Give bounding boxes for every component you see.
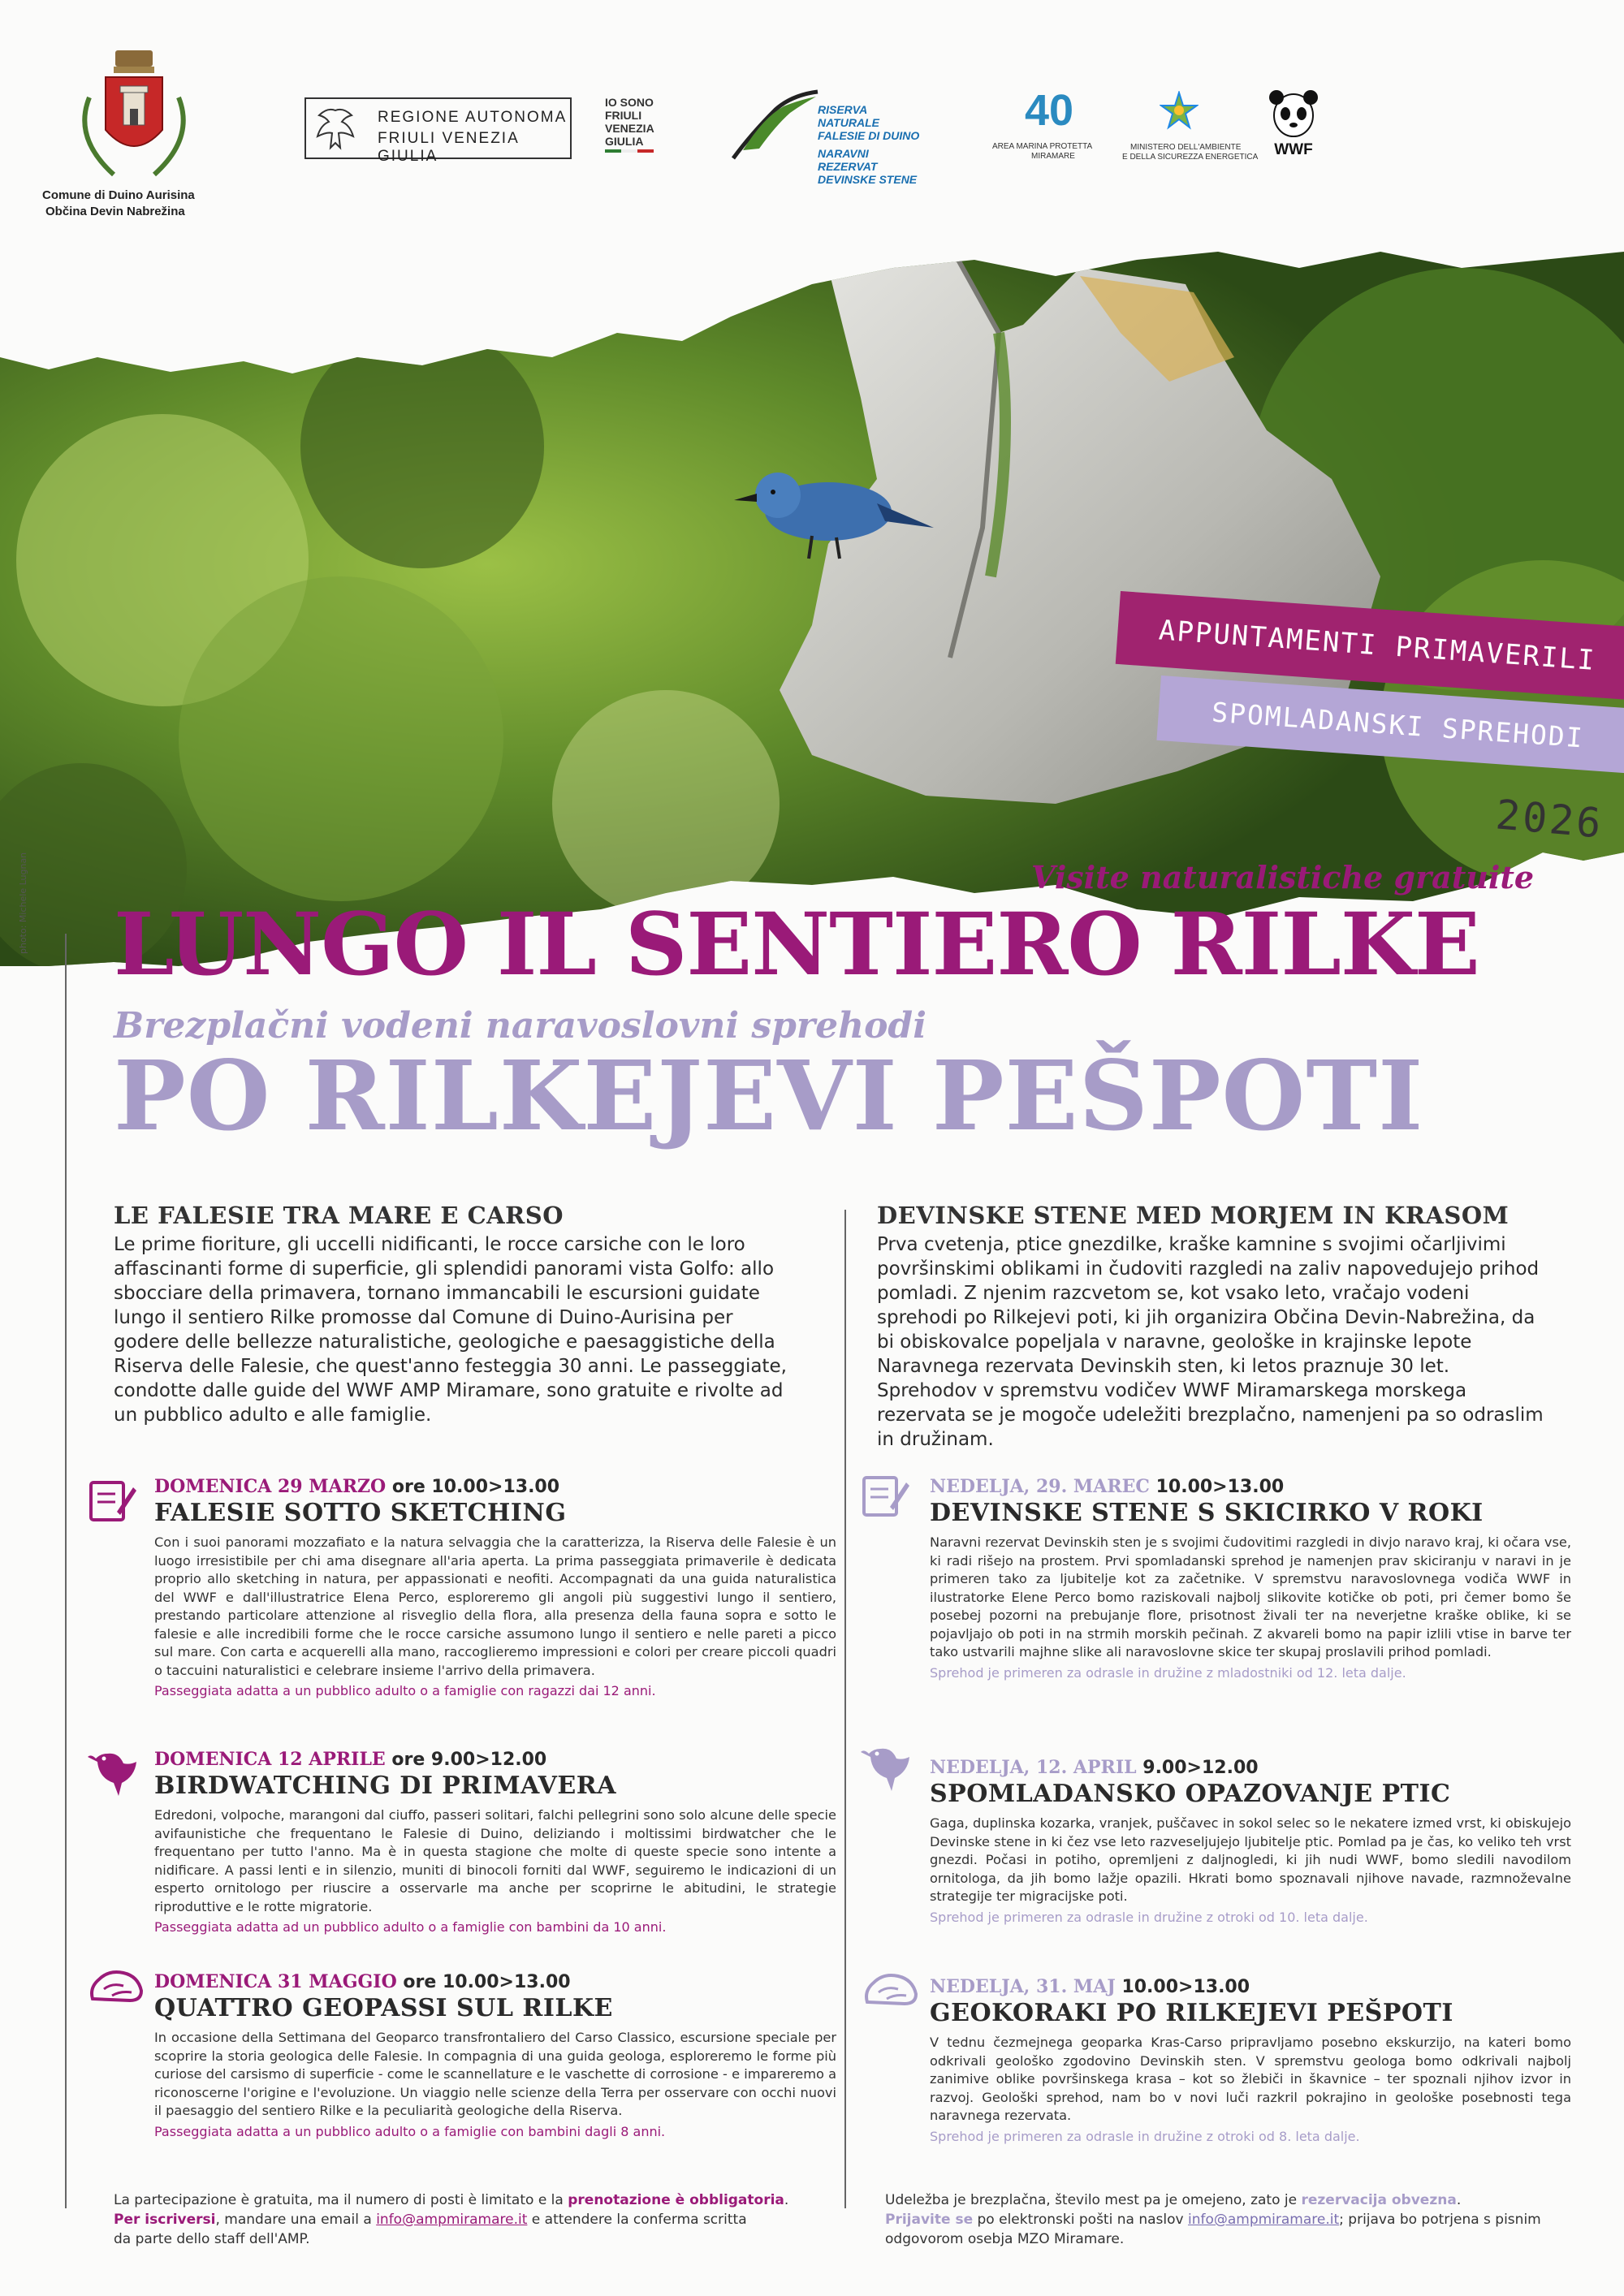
bird-icon-sl bbox=[859, 1737, 916, 1794]
footer-it-p2: , mandare una email a bbox=[215, 2212, 377, 2228]
event-note: Passeggiata adatta ad un pubblico adulto o a famiglie con bambini da 10 anni. bbox=[154, 1919, 667, 1935]
iosono-line3: VENEZIA bbox=[605, 122, 654, 135]
event-title: QUATTRO GEOPASSI SUL RILKE bbox=[154, 1994, 613, 2022]
iosono-line4: GIULIA bbox=[605, 135, 644, 148]
amp-line1: AREA MARINA PROTETTA bbox=[992, 142, 1093, 151]
event-note: Sprehod je primeren za odrasle in družine z mladostniki od 12. leta dalje. bbox=[930, 1664, 1406, 1681]
event-date: DOMENICA 29 MARZO bbox=[154, 1476, 387, 1497]
event-body: Edredoni, volpoche, marangoni dal ciuffo, passeri solitari, falchi pellegrini sono solo alcune delle specie avifaunistiche che frequentano le Falesie di Duino, deliziando i moltissimi birdwatcher che le frequentano per tutto l'anno. Ma è in questa stagione che molte di queste specie sono intente a nidificare. A passi lenti e in silenzio, muniti di binocoli forniti dal WWF, seguiremo le indicazioni di un esperto ornitologo per riuscire a osservarle ma anche per scoprirne le abitudini, le strategie riproduttive e le rotte migratorie. bbox=[154, 1807, 836, 1914]
center-rule bbox=[844, 1210, 846, 2208]
footer-sl-p2b: Prijavite se bbox=[885, 2212, 974, 2228]
panda-icon bbox=[1265, 88, 1322, 138]
comune-logo bbox=[65, 41, 203, 170]
riserva-logo bbox=[727, 85, 930, 186]
event-note: Passeggiata adatta a un pubblico adulto o a famiglie con bambini dagli 8 anni. bbox=[154, 2123, 666, 2139]
footer-it-p1b: prenotazione è obbligatoria bbox=[568, 2192, 784, 2208]
event-title: BIRDWATCHING DI PRIMAVERA bbox=[154, 1772, 616, 1800]
event-body: V tednu čezmejnega geoparka Kras-Carso pripravljamo posebno ekskurzijo, na kateri bomo odkrivali geološko zgodovino Devinskih sten. V spremstvu geologa bomo odkrivali najbolj zanimive oblike površinskega krasa – kot so žlebiči in škavnice – ter spoznali njihov izvor in razvoj. Geološki sprehod, nam bo v novi luči razkril pokrajino in geološke posebnosti tega naravnega rezervata. bbox=[930, 2035, 1571, 2123]
hero-photo bbox=[0, 235, 1624, 966]
iosono-logo bbox=[605, 96, 654, 153]
event-sl-1 bbox=[930, 1476, 1571, 1681]
intro-text-it: Le prime fioriture, gli uccelli nidificanti, le rocce carsiche con le loro affascinanti forme di superficie, gli splendidi panorami vista Golfo: allo sbocciare della primavera, tornano immancabili le escursioni guidate lungo il sentiero Rilke promosse dal Comune di Duino-Aurisina per godere delle bellezze naturalistiche, geologiche e paesaggistiche della Riserva delle Falesie, che quest'anno festeggia 30 anni. Le passeggiate, condotte dalle guide del WWF AMP Miramare, sono gratuite e rivolte ad un pubblico adulto e alle famiglie. bbox=[114, 1234, 787, 1426]
sketch-notebook-icon bbox=[88, 1476, 138, 1525]
event-title: FALESIE SOTTO SKETCHING bbox=[154, 1499, 567, 1527]
amp-line2: MIRAMARE bbox=[1031, 152, 1075, 161]
intro-italian bbox=[114, 1202, 804, 1427]
riserva-line1: RISERVA NATURALE bbox=[818, 103, 879, 129]
event-date: NEDELJA, 12. APRIL bbox=[930, 1757, 1137, 1778]
event-time: 10.00>13.00 bbox=[1121, 1977, 1250, 1997]
event-date: DOMENICA 12 APRILE bbox=[154, 1749, 386, 1770]
footer-it-p1c: . bbox=[784, 2192, 789, 2208]
event-note: Sprehod je primeren za odrasle in družine z otroki od 8. leta dalje. bbox=[930, 2128, 1360, 2144]
subtitle-italian: Visite naturalistiche gratuite bbox=[1031, 859, 1535, 896]
left-rule bbox=[65, 934, 67, 2208]
iosono-line2: FRIULI bbox=[605, 109, 642, 122]
eagle-icon bbox=[313, 104, 358, 153]
footer-slovenian bbox=[885, 2190, 1567, 2249]
regione-line1: REGIONE AUTONOMA bbox=[378, 109, 568, 126]
footer-sl-p3: ; prijava bo potrjena s pisnim bbox=[1339, 2212, 1541, 2228]
event-body: Con i suoi panorami mozzafiato e la natura selvaggia che la caratterizza, la Riserva delle Falesie è un luogo irresistibile per chi ama disegnare all'aria aperta. La prima passeggiata primaverile è dedicata proprio allo sketching in natura, per appassionati e neofiti. Accompagnati da una guida naturalistica del WWF e dall'illustratrice Elena Perco, esploreremo gli angoli più suggestivi lungo il sentiero, prestando particolare attenzione al risveglio della flora, alla presenza della fauna sopra e sotto le falesie e alle incredibili forme che le rocce carsiche assumono lungo il sentiero e nelle pareti a picco sul mare. Con carta e acquerelli alla mano, raccoglieremo impressioni e colori per creare piccoli quadri o taccuini naturalistici e celebrare insieme l'arrivo della primavera. bbox=[154, 1534, 836, 1678]
footer-it-p4: da parte dello staff dell'AMP. bbox=[114, 2231, 310, 2247]
sketch-notebook-icon-sl bbox=[861, 1471, 911, 1520]
banner-appuntamenti: APPUNTAMENTI PRIMAVERILI bbox=[1116, 591, 1624, 700]
wwf-text: WWF bbox=[1274, 141, 1313, 158]
title-slovenian: PO RILKEJEVI PEŠPOTI bbox=[114, 1039, 1424, 1152]
regione-line2: FRIULI VENEZIA GIULIA bbox=[378, 130, 519, 165]
banner-sprehodi: SPOMLADANSKI SPREHODI bbox=[1156, 675, 1624, 774]
footer-sl-p1c: . bbox=[1456, 2192, 1462, 2208]
email-link-sl[interactable]: info@ampmiramare.it bbox=[1187, 2212, 1340, 2228]
riserva-line2: FALESIE DI DUINO bbox=[818, 129, 920, 142]
event-time: 9.00>12.00 bbox=[1142, 1758, 1259, 1778]
event-time: 10.00>13.00 bbox=[1155, 1477, 1285, 1497]
event-it-3 bbox=[154, 1971, 836, 2139]
event-body: In occasione della Settimana del Geoparco transfrontaliero del Carso Classico, escursione speciale per scoprire la storia geologica delle Falesie. In compagnia di una guida geologa, esploreremo le forme più curiose del carsismo di superficie - come le scannellature e le vaschette di corrosione - e impareremo a riconoscerne l'origine e l'evoluzione. Un viaggio nelle scienze della Terra per osservare con occhi nuovi il paesaggio del sentiero Rilke e la peculiarità geologiche della Riserva. bbox=[154, 2030, 836, 2118]
footer-sl-p1b: rezervacija obvezna bbox=[1301, 2192, 1457, 2208]
regione-logo bbox=[304, 97, 572, 165]
intro-heading-it: LE FALESIE TRA MARE E CARSO bbox=[114, 1202, 564, 1229]
comune-name-sl: Občina Devin Nabrežina bbox=[45, 205, 185, 218]
event-time: ore 9.00>12.00 bbox=[391, 1750, 547, 1770]
comune-name-it: Comune di Duino Aurisina bbox=[42, 188, 195, 202]
email-link[interactable]: info@ampmiramare.it bbox=[376, 2212, 528, 2228]
event-it-1 bbox=[154, 1476, 836, 1698]
rock-icon-sl bbox=[862, 1968, 919, 2009]
rock-icon bbox=[88, 1965, 145, 2005]
ministero-star-icon bbox=[1160, 91, 1199, 130]
photo-credit: photo: Michele Lugnan bbox=[18, 852, 28, 954]
crest-icon bbox=[65, 41, 203, 179]
event-date: NEDELJA, 29. MAREC bbox=[930, 1476, 1150, 1497]
riserva-line4: DEVINSKE STENE bbox=[818, 173, 918, 186]
event-body: Gaga, duplinska kozarka, vranjek, puščavec in sokol selec so le nekatere izmed vrst, ki obiskujejo Devinske stene in ki čez vse leto razveseljujejo ljubitelje ptic. Pomlad pa je čas, ko veliko teh vrst gnezdi. Počasi in potiho, opremljeni z daljnogledi, ki jih nudi WWF, bomo sledili navodilom ornitologa, da jih bomo lažje opazili. Hkrati bomo spoznavali njihove navade, razmnoževalne strategije ter migracijske poti. bbox=[930, 1815, 1571, 1904]
event-sl-2 bbox=[930, 1757, 1571, 1925]
event-note: Passeggiata adatta a un pubblico adulto o a famiglie con ragazzi dai 12 anni. bbox=[154, 1683, 656, 1698]
amp-number: 40 bbox=[1025, 86, 1074, 135]
italy-flag-icon bbox=[605, 149, 654, 153]
event-note: Sprehod je primeren za odrasle in družine z otroki od 10. leta dalje. bbox=[930, 1909, 1368, 1925]
ministero-line1: MINISTERO DELL'AMBIENTE bbox=[1130, 143, 1242, 152]
footer-sl-p1: Udeležba je brezplačna, število mest pa je omejeno, zato je bbox=[885, 2192, 1302, 2208]
bird-icon bbox=[86, 1742, 143, 1799]
intro-text-sl: Prva cvetenja, ptice gnezdilke, kraške kamnine s svojimi očarljivimi površinskimi oblikami in čudoviti razgledi na zaliv napovedujejo prihod pomladi. Z njenim razcvetom se, kot vsako leto, vračajo vodeni sprehodi po Rilkejevi poti, ki jih organizira Občina Devin-Nabrežina, da bi obiskovalce popeljala v naravne, geološke in krajinske lepote Naravnega rezervata Devinskih sten, ki letos praznuje 30 let. Sprehodov v spremstvu vodičev WWF Miramarskega morskega rezervata se je mogoče udeležiti brezplačno, namenjeni pa so odraslim in družinam. bbox=[877, 1234, 1544, 1450]
footer-it-p3: e attendere la conferma scritta bbox=[527, 2212, 747, 2228]
footer-it-p2b: Per iscriversi bbox=[114, 2212, 216, 2228]
event-title: SPOMLADANSKO OPAZOVANJE PTIC bbox=[930, 1780, 1451, 1808]
event-date: DOMENICA 31 MAGGIO bbox=[154, 1971, 397, 1992]
intro-slovenian bbox=[877, 1202, 1551, 1452]
wwf-logo bbox=[1265, 88, 1322, 161]
footer-sl-p4: odgovorom osebja MZO Miramare. bbox=[885, 2231, 1125, 2247]
event-body: Naravni rezervat Devinskih sten je s svojimi čudovitimi razgledi in divjo naravo kraj, ki očara vse, ki radi rišejo na prostem. Prvi spomladanski sprehod je namenjen prav skiciranju v naravi in je primeren tako za ljubitelje kot za začetnike. V spremstvu naravoslovnega vodiča WWF in ilustratorke Elene Perco bomo raziskovali najbolj slikovite kotičke ob poti, pri čemer bomo še posebej pozorni na prebujanje flore, prisotnost živali ter na neverjetne kraške oblike, ki se pojavljajo ob poti in na strmih morskih pečinah. Z akvareli bomo na papir izlili vtise in barve ter tako ustvarili majhne slike ali naravoslovne skice ter skupaj proslavili prihod pomladi. bbox=[930, 1534, 1571, 1659]
intro-heading-sl: DEVINSKE STENE MED MORJEM IN KRASOM bbox=[877, 1202, 1510, 1229]
iosono-line1: IO SONO bbox=[605, 96, 654, 109]
ministero-line2: E DELLA SICUREZZA ENERGETICA bbox=[1122, 153, 1259, 162]
event-time: ore 10.00>13.00 bbox=[403, 1972, 571, 1992]
event-title: DEVINSKE STENE S SKICIRKO V ROKI bbox=[930, 1499, 1484, 1527]
amp-logo bbox=[992, 85, 1114, 162]
title-italian: LUNGO IL SENTIERO RILKE bbox=[114, 893, 1479, 995]
year-label: 2026 bbox=[1493, 791, 1605, 848]
event-date: NEDELJA, 31. MAJ bbox=[930, 1976, 1116, 1997]
event-it-2 bbox=[154, 1749, 836, 1935]
lizard-icon bbox=[727, 85, 824, 162]
footer-sl-p2: po elektronski pošti na naslov bbox=[973, 2212, 1188, 2228]
event-title: GEOKORAKI PO RILKEJEVI PEŠPOTI bbox=[930, 1999, 1453, 2027]
subtitle-slovenian: Brezplačni vodeni naravoslovni sprehodi bbox=[114, 1005, 926, 1047]
footer-it-p1: La partecipazione è gratuita, ma il numero di posti è limitato e la bbox=[114, 2192, 568, 2208]
event-time: ore 10.00>13.00 bbox=[391, 1477, 560, 1497]
event-sl-3 bbox=[930, 1976, 1571, 2144]
riserva-line3: NARAVNI REZERVAT bbox=[818, 147, 878, 173]
footer-italian bbox=[114, 2190, 828, 2249]
